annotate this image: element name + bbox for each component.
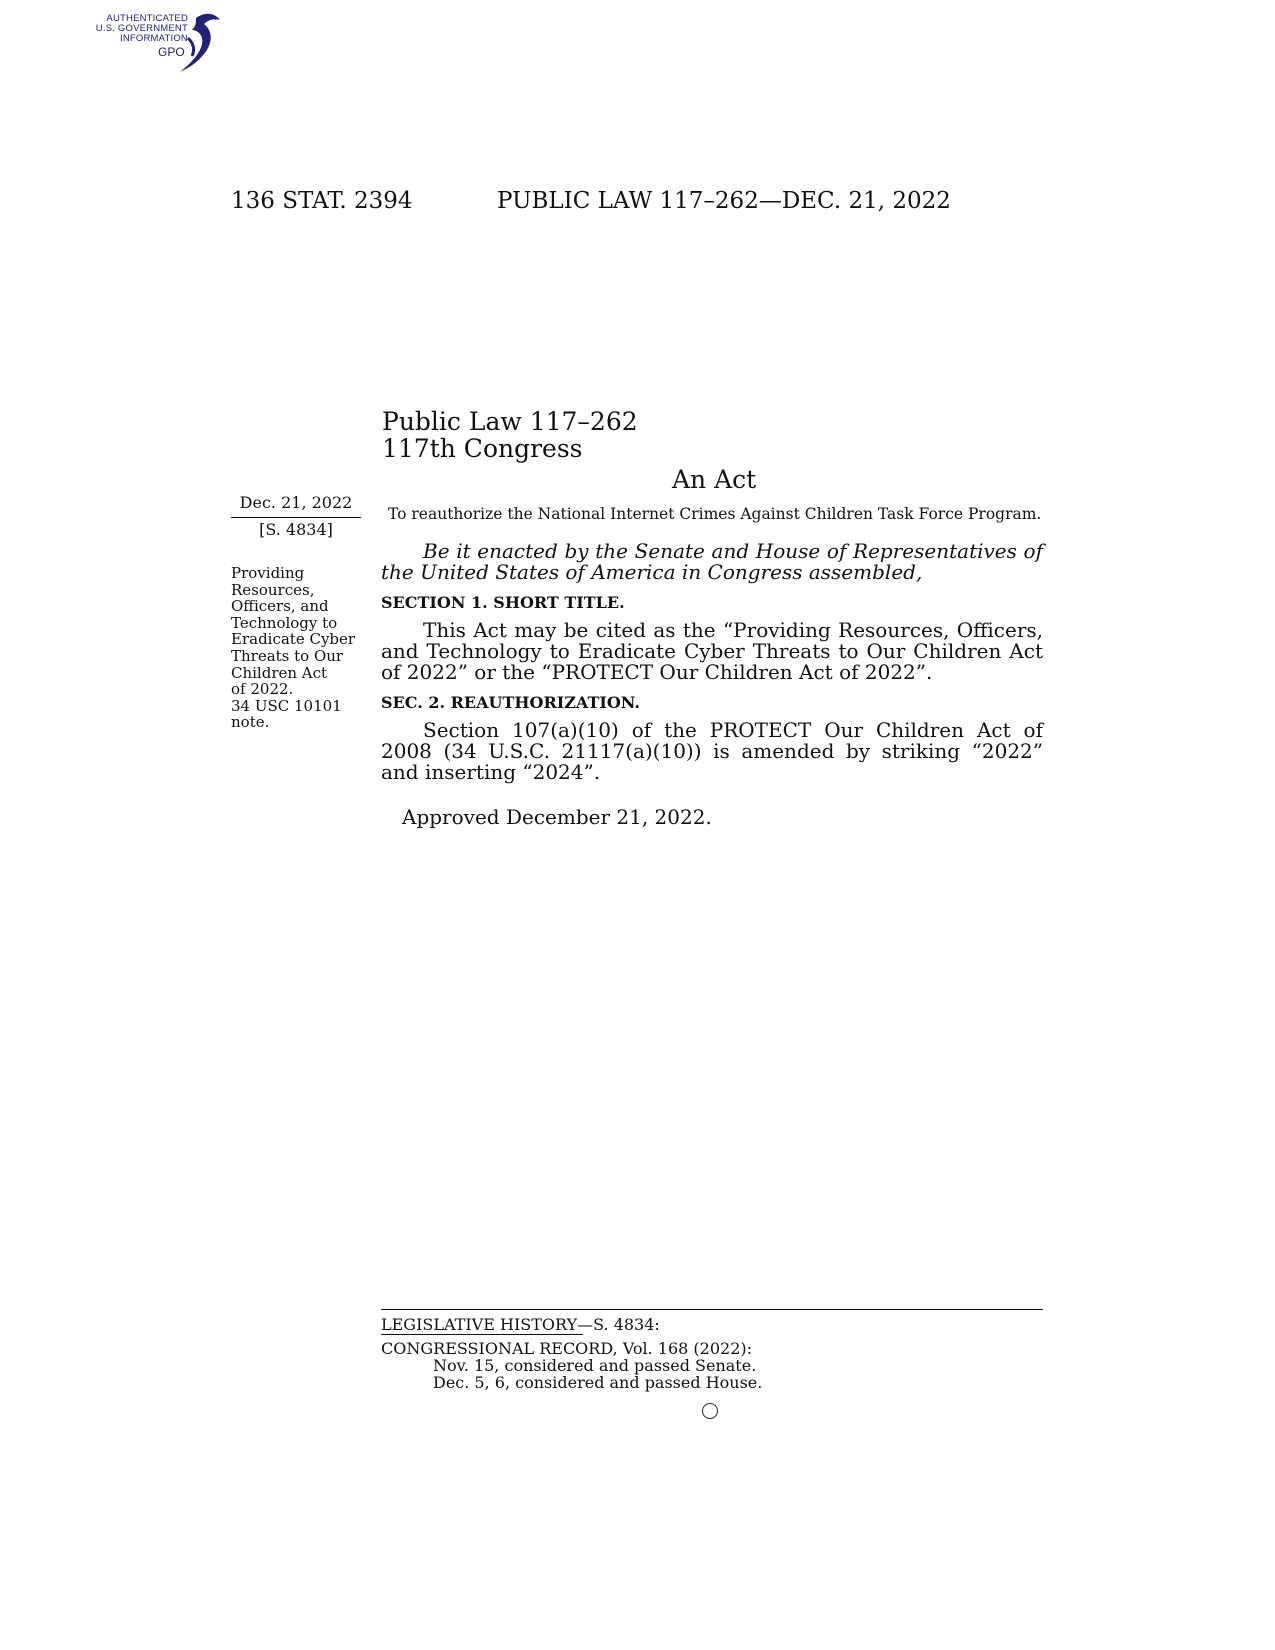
section-2-heading: SEC. 2. REAUTHORIZATION.: [381, 693, 640, 712]
margin-divider: [231, 517, 361, 518]
margin-note-line: Resources,: [231, 580, 315, 599]
law-title-block: [382, 408, 638, 462]
section-2-text: Section 107(a)(10) of the PROTECT Our Children Act of 2008 (34 U.S.C. 21117(a)(10)) is amended by striking “2022” and inserting “2024”.: [381, 718, 1043, 784]
margin-note-line: note.: [231, 713, 270, 732]
legislative-history-heading: LEGISLATIVE HISTORY—S. 4834:: [381, 1315, 660, 1334]
seal-line-1: AUTHENTICATED: [106, 13, 188, 24]
legislative-history-record: [381, 1340, 762, 1391]
margin-date: Dec. 21, 2022: [239, 493, 353, 512]
house-action-line: Dec. 5, 6, considered and passed House.: [433, 1373, 763, 1392]
margin-note-line: 34 USC 10101: [231, 696, 342, 715]
margin-note-line: Technology to: [231, 613, 338, 632]
seal-line-2: U.S. GOVERNMENT: [95, 23, 188, 34]
margin-note-line: Threats to Our: [231, 646, 344, 665]
margin-note-line: Providing: [231, 564, 305, 582]
circle-mark-icon: [702, 1403, 718, 1419]
margin-note: [231, 565, 366, 731]
an-act-heading: An Act: [672, 465, 757, 494]
running-head-law: PUBLIC LAW 117–262—DEC. 21, 2022: [497, 188, 951, 214]
margin-note-line: of 2022.: [231, 680, 294, 699]
margin-bill-number: [S. 4834]: [259, 520, 333, 539]
gpo-authentication-seal: [92, 8, 232, 76]
approval-date: Approved December 21, 2022.: [402, 805, 712, 829]
section-1-heading: SECTION 1. SHORT TITLE.: [381, 593, 625, 612]
legislative-history-underline: [381, 1334, 583, 1335]
section-1-text: This Act may be cited as the “Providing Resources, Officers, and Technology to Eradicate Cyber Threats to Our Children Act of 2022” or the “PROTECT Our Children Act of 2022”.: [381, 618, 1043, 684]
act-purpose: To reauthorize the National Internet Crimes Against Children Task Force Program.: [388, 505, 1042, 523]
legislative-history-divider: [381, 1309, 1043, 1310]
margin-note-line: Children Act: [231, 663, 328, 682]
margin-note-line: Officers, and: [231, 597, 329, 616]
public-law-number: Public Law 117–262: [382, 407, 638, 436]
enacting-clause: Be it enacted by the Senate and House of Representatives of the United States of America in Congress assembled,: [381, 539, 1043, 584]
eagle-icon: [92, 8, 232, 76]
stat-page-reference: 136 STAT. 2394: [231, 188, 413, 214]
senate-action-line: Nov. 15, considered and passed Senate.: [433, 1356, 757, 1375]
congress-number: 117th Congress: [382, 434, 583, 463]
congressional-record-line: CONGRESSIONAL RECORD, Vol. 168 (2022):: [381, 1339, 752, 1358]
seal-line-3: INFORMATION: [120, 33, 188, 44]
margin-note-line: Eradicate Cyber: [231, 630, 356, 649]
seal-gpo-mark: GPO: [158, 45, 185, 59]
